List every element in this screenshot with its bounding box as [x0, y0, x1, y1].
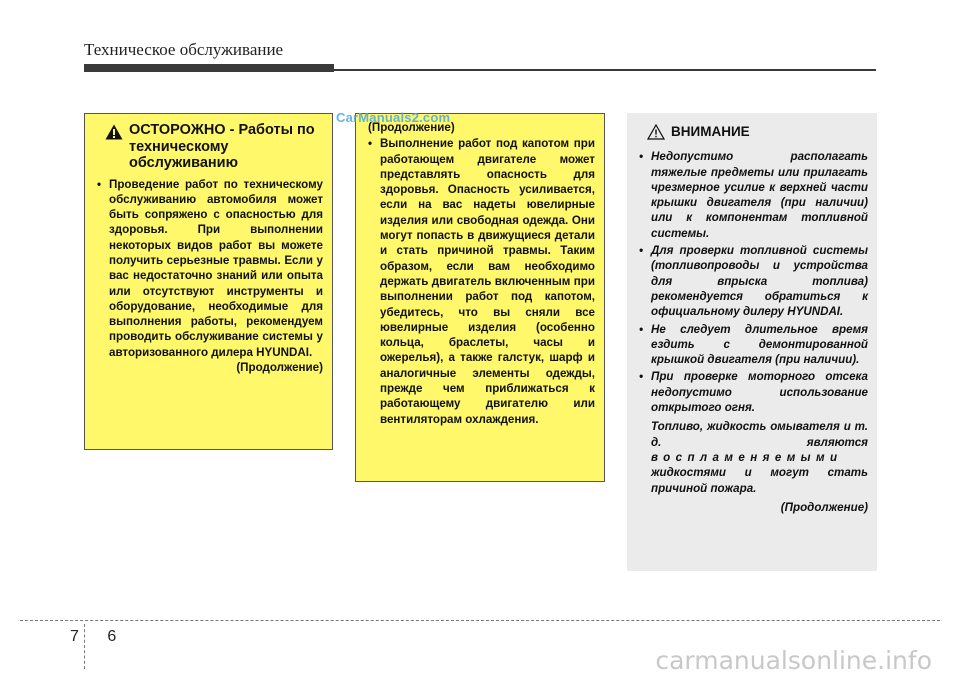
caution-header	[97, 122, 323, 172]
notice-item-text: При проверке моторного отсека недопустимо использование открытого огня.	[651, 370, 868, 415]
notice-item	[639, 149, 868, 241]
notice-paragraph-line1: Топливо, жидкость омывателя и т. д. являются	[651, 420, 868, 449]
watermark-bottom: carmanualsonline.info	[655, 646, 932, 675]
header-bar-thick	[84, 64, 334, 72]
notice-item	[639, 243, 868, 319]
warning-triangle-outline-icon	[647, 124, 665, 144]
watermark-top: CarManuals2.com	[336, 110, 451, 125]
continued-heading: (Продолжение)	[368, 121, 455, 134]
bullet: •	[639, 322, 644, 336]
caution-continued-box	[355, 113, 605, 482]
notice-item-text: Не следует длительное время ездить с демонтированной крышкой двигателя (при наличии).	[651, 322, 868, 367]
notice-paragraph-line3: жидкостями и могут стать причиной пожара.	[651, 466, 868, 495]
notice-item-text: Для проверки топливной системы (топливопроводы и устройства для впрыска топлива) рекомендуется обратиться к официальному дилеру HYUNDAI.	[651, 244, 868, 319]
notice-box	[627, 113, 877, 571]
warning-triangle-icon	[105, 124, 123, 144]
notice-title: ВНИМАНИЕ	[671, 124, 750, 139]
caution-item	[97, 177, 323, 361]
page-title: Техническое обслуживание	[84, 40, 284, 59]
continued-label: (Продолжение)	[780, 500, 868, 514]
notice-item	[639, 369, 868, 415]
notice-header	[639, 122, 868, 144]
caution-title: ОСТОРОЖНО - Работы по техническому обслуживанию	[129, 122, 315, 171]
notice-paragraph	[639, 419, 868, 495]
header-bar-thin	[334, 69, 876, 71]
bullet: •	[639, 370, 644, 384]
caution-item-text: Проведение работ по техническому обслуживанию автомобиля может быть сопряжено с опасностью для здоровья. При выполнении некоторых видов работ вы можете получить серьезные травмы. Если у вас недостаточно знаний или опыта или отсутствуют инструменты и оборудование, необходимые для выполнения работы, рекомендуем проводить обслуживание системы у авторизованного дилера HYUNDAI.	[109, 177, 323, 359]
bullet: •	[368, 137, 373, 151]
notice-item-text: Недопустимо располагать тяжелые предметы или прилагать чрезмерное усилие к верхней части крышки двигателя (при наличии) или к компонентам топливной системы.	[651, 150, 868, 240]
page-number: 7 6	[70, 628, 129, 645]
bullet: •	[639, 150, 644, 164]
bullet: •	[97, 177, 102, 191]
caution-item	[368, 136, 595, 427]
notice-item	[639, 322, 868, 368]
caution-item-text: Выполнение работ под капотом при работающем двигателе может представлять опасность для здоровья. Опасность усиливается, если на вас надеты ювелирные изделия или свободная одежда. Они могут попасть в движущиеся детали и стать причиной травмы. Таким образом, если вам необходимо держать двигатель включенным при выполнении работ под капотом, убедитесь, что вы сняли все ювелирные изделия (особенно кольца, браслеты, часы и ожерелья), а также галстук, шарф и аналогичные элементы одежды, прежде чем приближаться к работающему двигателю или вентиляторам охлаждения.	[380, 137, 595, 426]
notice-paragraph-line2: воспламеняемыми	[651, 450, 843, 464]
footer-divider	[20, 620, 940, 621]
caution-box	[84, 113, 333, 450]
bullet: •	[639, 244, 644, 258]
continued-label: (Продолжение)	[236, 361, 323, 375]
